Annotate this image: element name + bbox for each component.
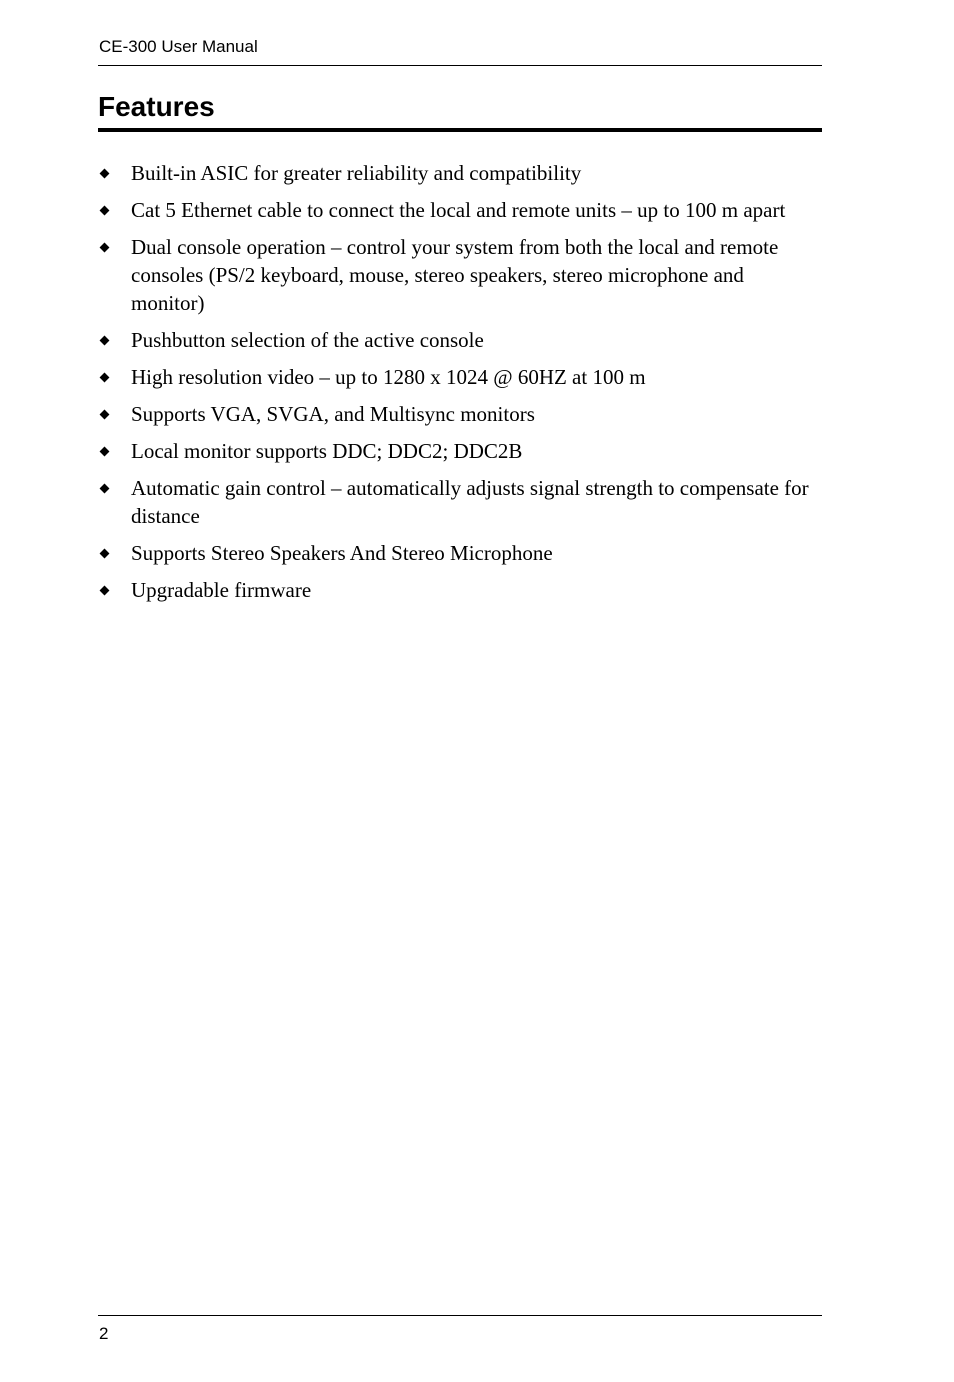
diamond-bullet-icon <box>100 549 110 559</box>
diamond-bullet-icon <box>100 336 110 346</box>
feature-text: Pushbutton selection of the active console <box>131 328 484 352</box>
feature-item <box>98 326 822 354</box>
header-rule <box>98 65 822 66</box>
feature-text: Built-in ASIC for greater reliability and compatibility <box>131 161 582 185</box>
diamond-bullet-icon <box>100 447 110 457</box>
feature-list <box>98 159 822 613</box>
feature-item <box>98 363 822 391</box>
feature-item <box>98 474 822 530</box>
feature-item <box>98 539 822 567</box>
feature-text: High resolution video – up to 1280 x 1024 @ 60HZ at 100 m <box>131 365 646 389</box>
page-number: 2 <box>99 1324 109 1343</box>
title-underline <box>98 128 822 132</box>
feature-item <box>98 159 822 187</box>
feature-item <box>98 196 822 224</box>
diamond-bullet-icon <box>100 373 110 383</box>
feature-item <box>98 400 822 428</box>
feature-text: Automatic gain control – automatically adjusts signal strength to compensate for distance <box>131 476 809 528</box>
feature-item <box>98 576 822 604</box>
diamond-bullet-icon <box>100 169 110 179</box>
feature-text: Local monitor supports DDC; DDC2; DDC2B <box>131 439 523 463</box>
diamond-bullet-icon <box>100 586 110 596</box>
diamond-bullet-icon <box>100 410 110 420</box>
diamond-bullet-icon <box>100 206 110 216</box>
feature-text: Cat 5 Ethernet cable to connect the local and remote units – up to 100 m apart <box>131 198 786 222</box>
running-header: CE-300 User Manual <box>99 37 258 56</box>
feature-text: Dual console operation – control your system from both the local and remote consoles (PS/2 keyboard, mouse, stereo speakers, stereo microphone and monitor) <box>131 235 779 315</box>
footer-rule <box>98 1315 822 1316</box>
feature-item <box>98 233 822 317</box>
section-title: Features <box>98 91 215 122</box>
feature-item <box>98 437 822 465</box>
diamond-bullet-icon <box>100 243 110 253</box>
feature-text: Upgradable firmware <box>131 578 312 602</box>
diamond-bullet-icon <box>100 484 110 494</box>
feature-text: Supports VGA, SVGA, and Multisync monitors <box>131 402 535 426</box>
feature-text: Supports Stereo Speakers And Stereo Microphone <box>131 541 553 565</box>
